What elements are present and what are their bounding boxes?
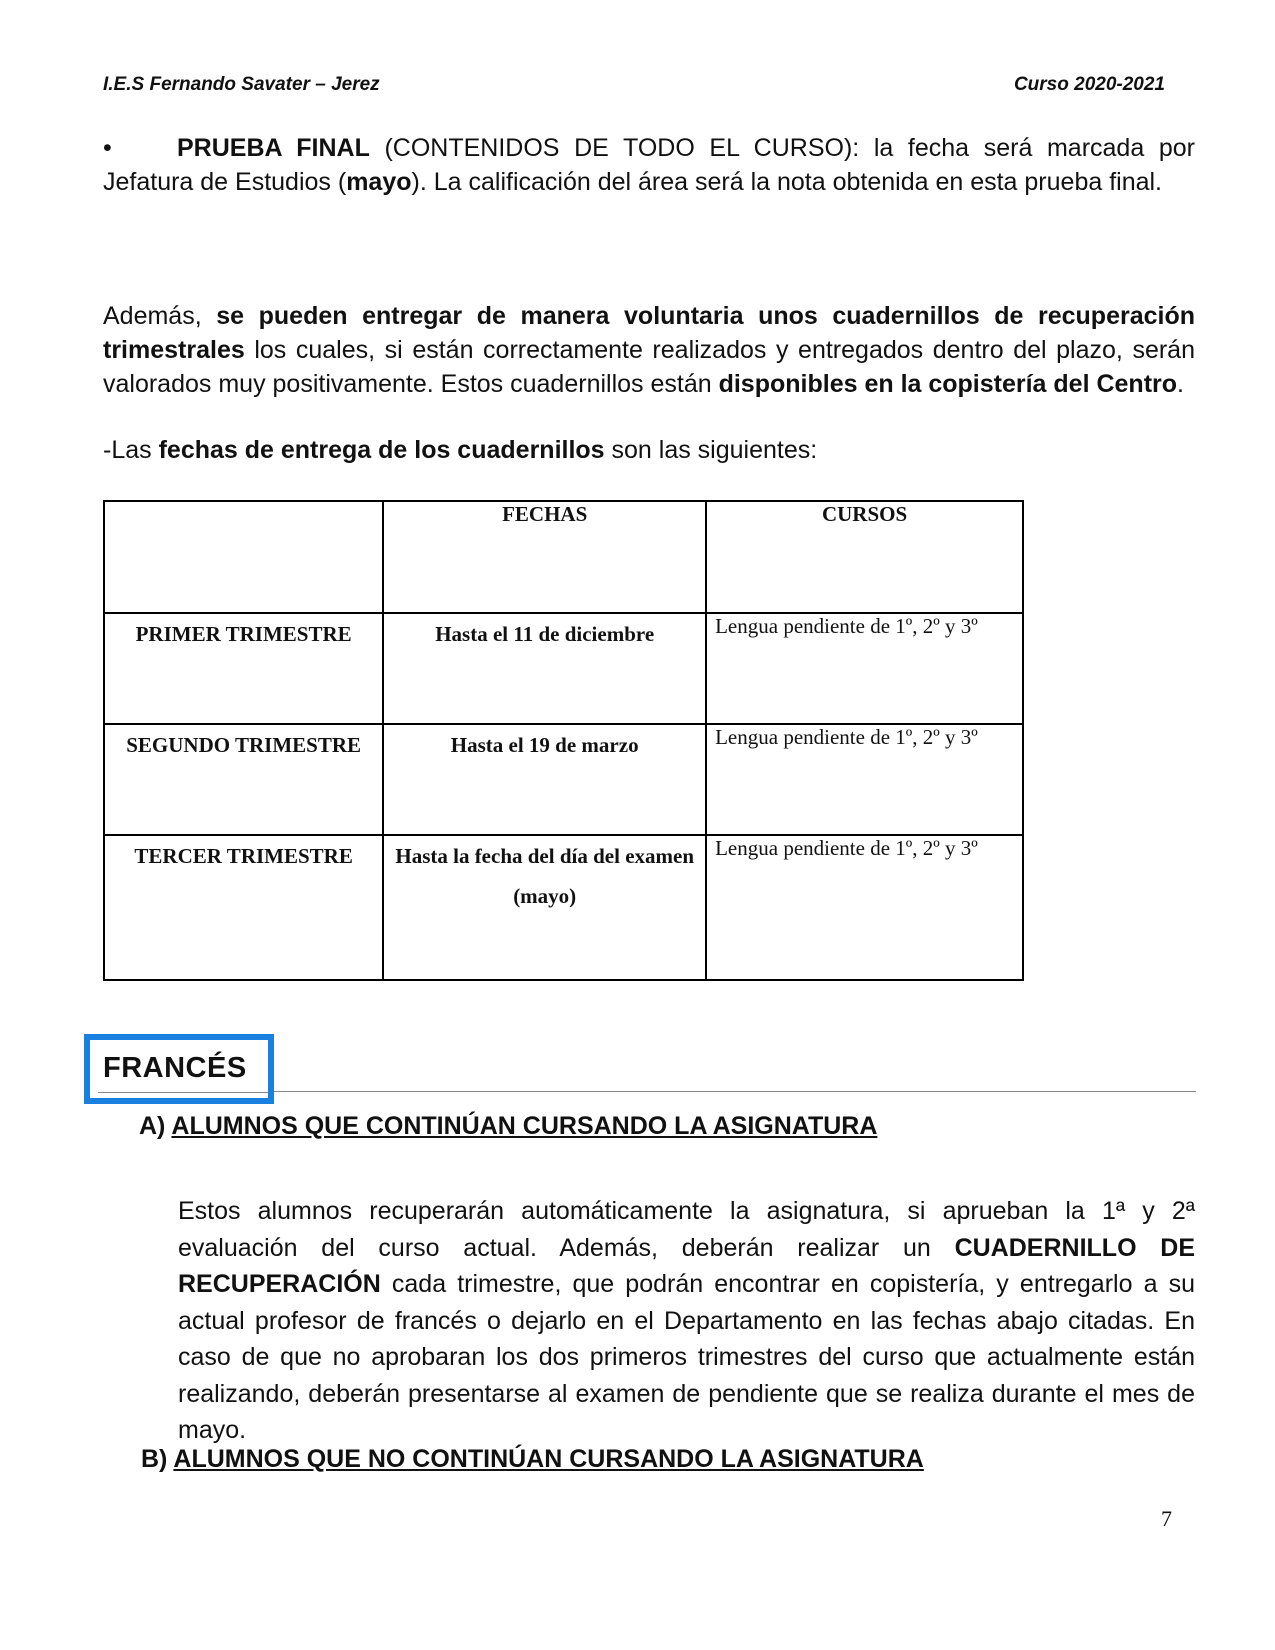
- p4-text-2: cada trimestre, que podrán encontrar en copistería, y entregarlo a su actual profesor de francés o dejarlo en el Departamento en las fechas abajo citadas. En caso de que no aprobaran los dos primeros trimestres del curso que actualmente están realizando, deberán presentarse al examen de pendiente que se realiza durante el mes de mayo.: [178, 1270, 1195, 1444]
- p3-text-2: son las siguientes:: [604, 436, 818, 464]
- prueba-final-bullet: [103, 131, 1195, 199]
- p3-bold-1: fechas de entrega de los cuadernillos: [158, 436, 605, 464]
- header-cell-fechas: FECHAS: [383, 501, 706, 613]
- header-school: I.E.S Fernando Savater – Jerez: [103, 74, 380, 95]
- page-number: 7: [1161, 1506, 1172, 1531]
- p4-text-1: Estos alumnos recuperarán automáticamente la asignatura, si aprueban la 1ª y 2ª evaluación del curso actual. Además, deberán realizar un: [178, 1197, 1195, 1262]
- prueba-final-label: PRUEBA FINAL: [177, 134, 370, 162]
- section-a-paragraph: [178, 1193, 1195, 1449]
- course-cell: Lengua pendiente de 1º, 2º y 3º: [706, 724, 1023, 835]
- section-a-prefix: A): [139, 1112, 172, 1140]
- frances-heading: FRANCÉS: [103, 1052, 247, 1084]
- section-a-title: ALUMNOS QUE CONTINÚAN CURSANDO LA ASIGNATURA: [171, 1112, 878, 1140]
- trimester-cell: TERCER TRIMESTRE: [104, 835, 383, 980]
- section-a-heading: [139, 1112, 877, 1141]
- header-course: Curso 2020-2021: [1013, 74, 1165, 95]
- p2-text-1: Además,: [103, 302, 217, 330]
- p2-text-3: .: [1177, 370, 1184, 398]
- header-cell-cursos: CURSOS: [706, 501, 1023, 613]
- delivery-dates-table: [103, 500, 1024, 981]
- date-cell: Hasta el 19 de marzo: [383, 724, 706, 835]
- section-b-title: ALUMNOS QUE NO CONTINÚAN CURSANDO LA ASIGNATURA: [173, 1445, 924, 1473]
- course-cell: Lengua pendiente de 1º, 2º y 3º: [706, 613, 1023, 724]
- bullet-symbol: •: [103, 134, 112, 162]
- bullet-text-2: ). La calificación del área será la nota obtenida en esta prueba final.: [411, 168, 1163, 196]
- p2-bold-2: disponibles en la copistería del Centro: [718, 370, 1178, 398]
- fechas-intro: [103, 433, 1195, 467]
- p3-text-1: -Las: [103, 436, 159, 464]
- header-cell-empty: [104, 501, 383, 613]
- date-cell: Hasta la fecha del día del examen (mayo): [383, 835, 706, 980]
- frances-heading-rule: [274, 1091, 1196, 1092]
- table-row: [104, 613, 1023, 724]
- bullet-text-1: (CONTENIDOS DE TODO EL CURSO): la fecha será marcada por Jefatura de Estudios (: [103, 134, 1195, 196]
- table-header-row: [104, 501, 1023, 613]
- section-b-prefix: B): [141, 1445, 174, 1473]
- p2-text-2: los cuales, si están correctamente realizados y entregados dentro del plazo, serán valorados muy positivamente. Estos cuadernillos están: [103, 336, 1195, 398]
- course-cell: Lengua pendiente de 1º, 2º y 3º: [706, 835, 1023, 980]
- section-b-heading: [141, 1445, 924, 1474]
- p4-bold-1: CUADERNILLO DE RECUPERACIÓN: [178, 1233, 1196, 1298]
- bullet-month: mayo: [346, 168, 412, 196]
- table-row: [104, 724, 1023, 835]
- cuadernillos-paragraph: [103, 299, 1195, 401]
- trimester-cell: PRIMER TRIMESTRE: [104, 613, 383, 724]
- date-cell: Hasta el 11 de diciembre: [383, 613, 706, 724]
- trimester-cell: SEGUNDO TRIMESTRE: [104, 724, 383, 835]
- p2-bold-1: se pueden entregar de manera voluntaria unos cuadernillos de recuperación trimestrales: [103, 302, 1195, 364]
- table-row: [104, 835, 1023, 980]
